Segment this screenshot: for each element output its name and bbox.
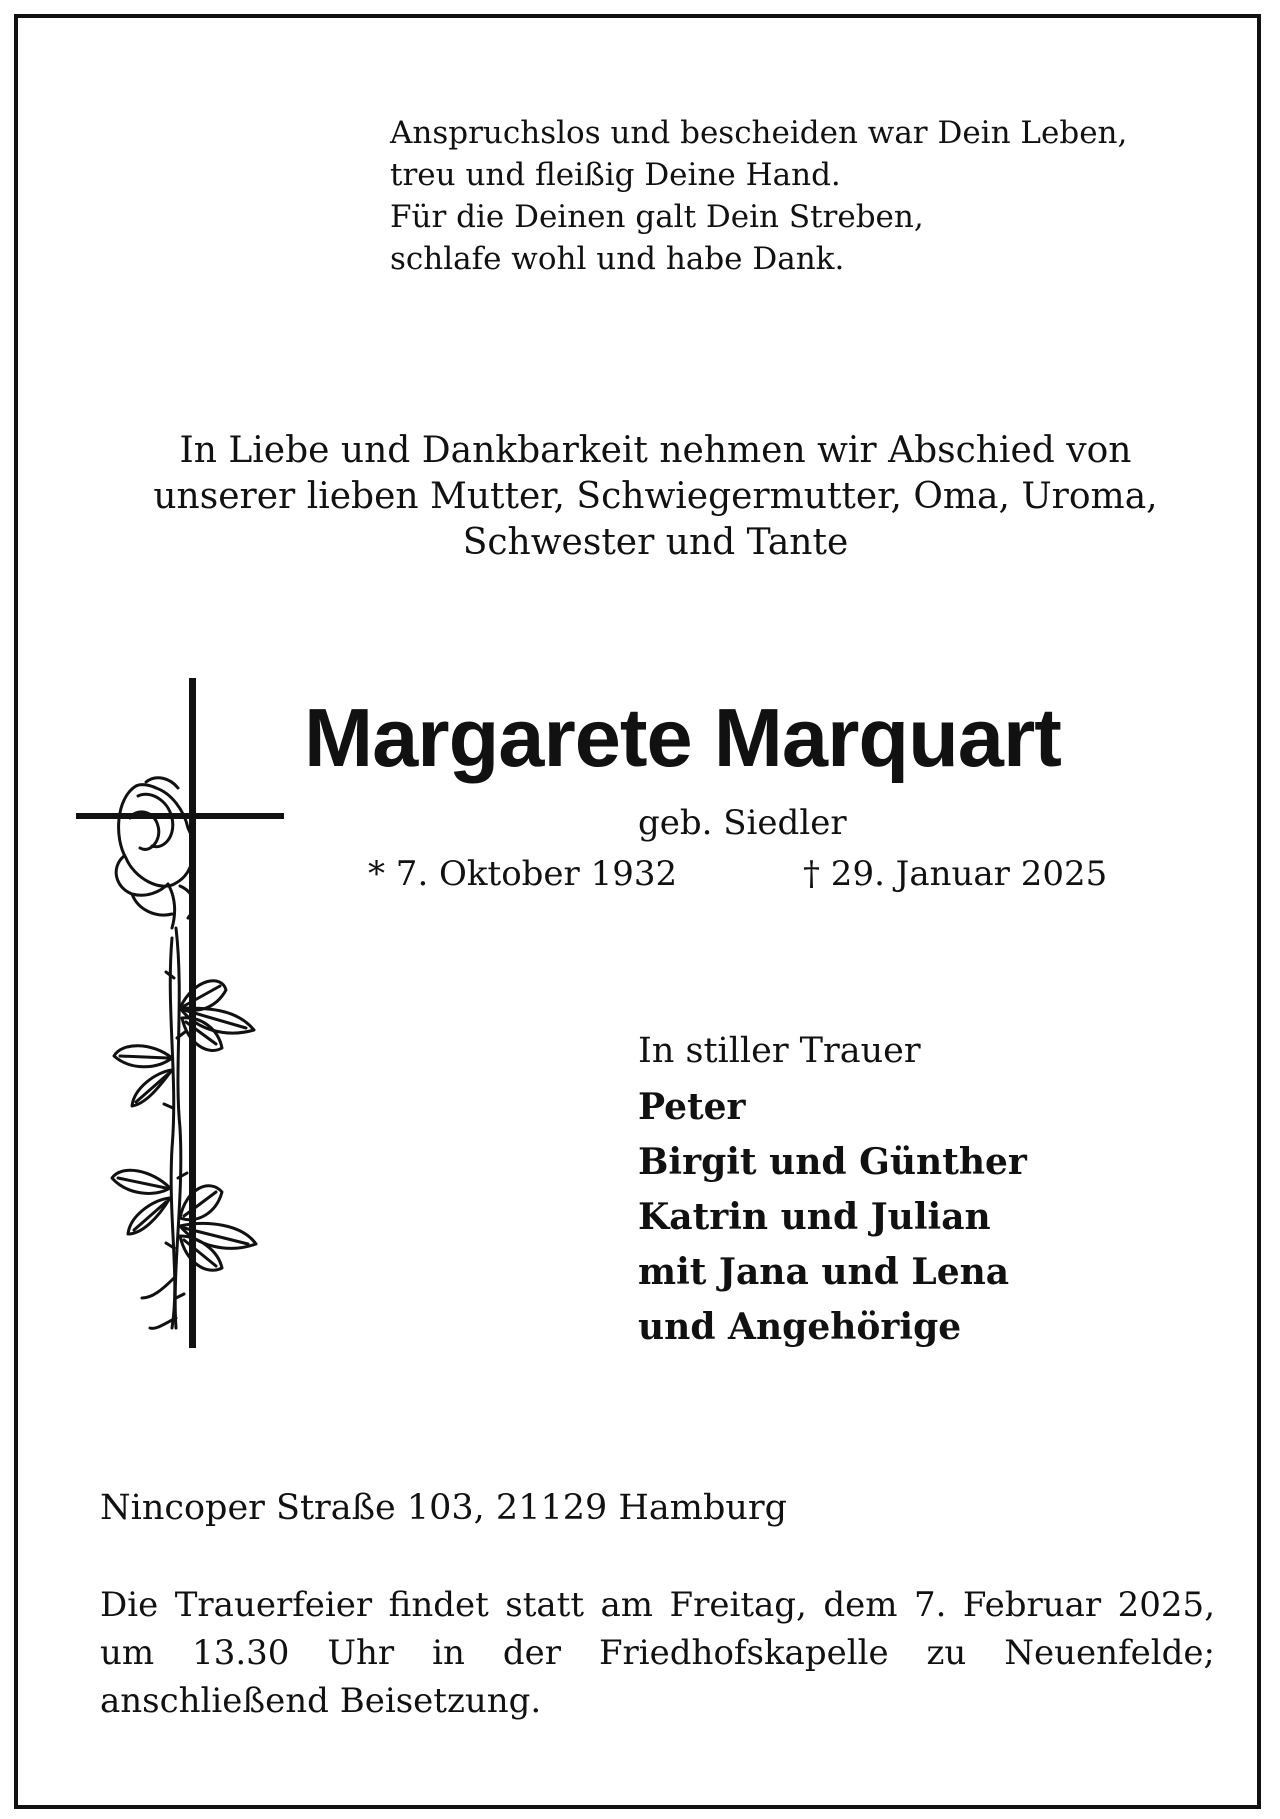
mourning-title: In stiller Trauer [638, 1031, 921, 1071]
mourners-list [638, 1080, 1027, 1355]
mourner-name: Birgit und Günther [638, 1141, 1027, 1183]
intro-line: Schwester und Tante [462, 522, 849, 563]
intro-line: In Liebe und Dankbarkeit nehmen wir Abschied von [179, 430, 1132, 471]
poem-line: Anspruchslos und bescheiden war Dein Leben, [390, 115, 1128, 151]
address: Nincoper Straße 103, 21129 Hamburg [100, 1488, 788, 1528]
intro-line: unserer lieben Mutter, Schwiegermutter, Oma, Uroma, [153, 476, 1158, 517]
farewell-intro [18, 428, 1280, 566]
birth-date: * 7. Oktober 1932 [368, 854, 678, 894]
mourner-name: und Angehörige [638, 1306, 962, 1348]
cross-with-rose [76, 678, 306, 1358]
rose-icon [112, 778, 256, 1329]
mourner-name: Peter [638, 1086, 746, 1128]
poem [390, 112, 1127, 280]
poem-line: treu und fleißig Deine Hand. [390, 157, 841, 193]
death-date: † 29. Januar 2025 [803, 854, 1108, 894]
mourner-name: mit Jana und Lena [638, 1251, 1010, 1293]
mourner-name: Katrin und Julian [638, 1196, 991, 1238]
maiden-name: geb. Siedler [638, 803, 847, 843]
poem-line: schlafe wohl und habe Dank. [390, 241, 845, 277]
poem-line: Für die Deinen galt Dein Streben, [390, 199, 924, 235]
cross-icon [76, 678, 306, 1358]
deceased-name: Margarete Marquart [304, 691, 1061, 784]
obituary-frame [14, 14, 1261, 1809]
funeral-notice: Die Trauerfeier findet statt am Freitag, dem 7. Februar 2025, um 13.30 Uhr in der Friedhofskapelle zu Neuenfelde; anschließend Beisetzung. [100, 1585, 1215, 1721]
